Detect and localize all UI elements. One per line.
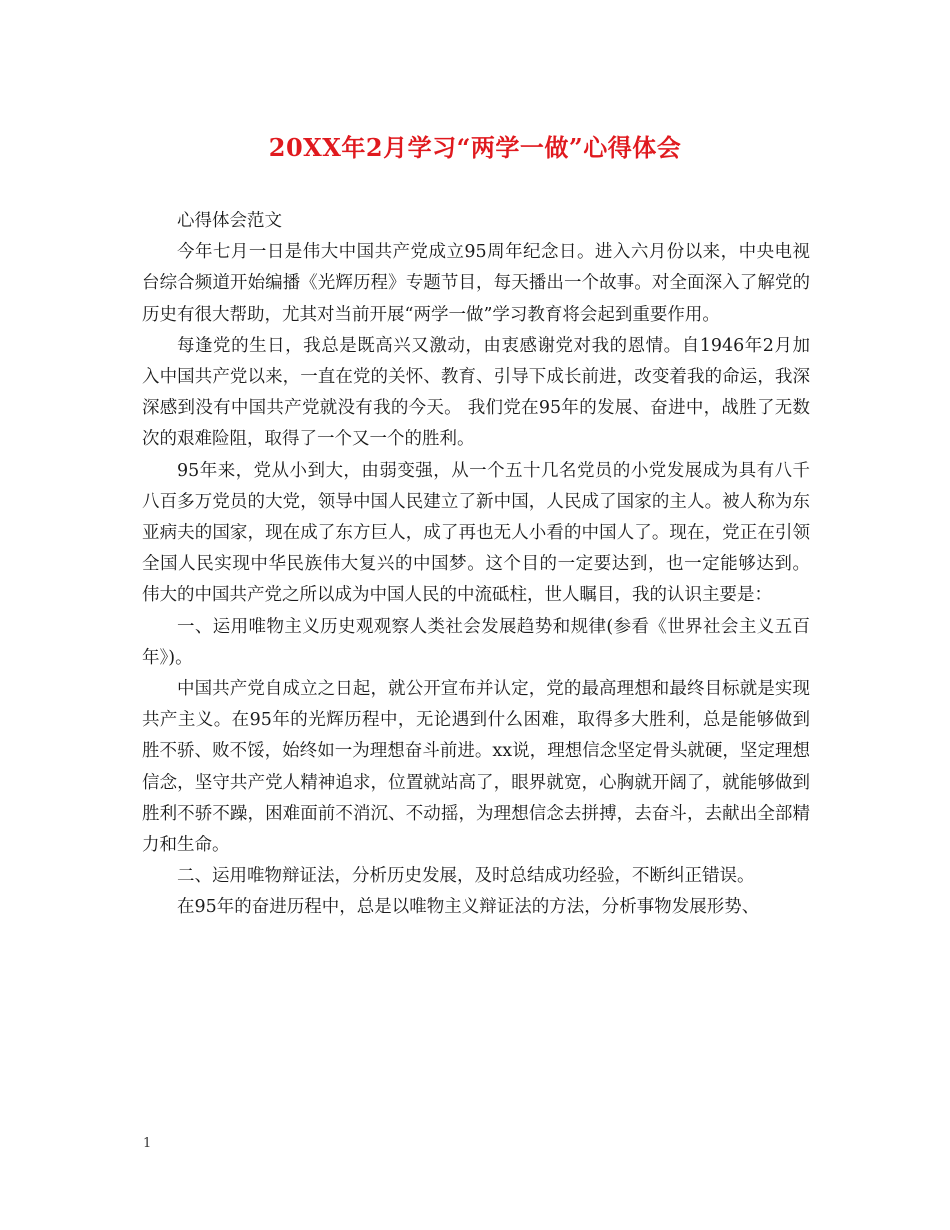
paragraph: 二、运用唯物辩证法，分析历史发展，及时总结成功经验，不断纠正错误。 <box>177 866 755 887</box>
document-title: 20XX年2月学习“两学一做”心得体会 <box>268 133 682 162</box>
page-number: 1 <box>143 1136 152 1151</box>
paragraph: 中国共产党自成立之日起，就公开宣布并认定，党的最高理想和最终目标就是实现共产主义。在95年的光辉历程中，无论遇到什么困难，取得多大胜利，总是能够做到胜不骄、败不馁，始终如一为理想奋斗前进。xx说，理想信念坚定骨头就硬，坚定理想信念，坚守共产党人精神追求，位置就站高了，眼界就宽，心胸就开阔了，就能够做到胜利不骄不躁，困难面前不消沉、不动摇，为理想信念去拼搏，去奋斗，去献出全部精力和生命。 <box>142 679 810 856</box>
paragraph: 95年来，党从小到大，由弱变强，从一个五十几名党员的小党发展成为具有八千八百多万党员的大党，领导中国人民建立了新中国，人民成了国家的主人。被人称为东亚病夫的国家，现在成了东方巨人，成了再也无人小看的中国人了。现在，党正在引领全国人民实现中华民族伟大复兴的中国梦。这个目的一定要达到，也一定能够达到。 伟大的中国共产党之所以成为中国人民的中流砥柱，世人瞩目，我的认识主要是： <box>142 460 810 606</box>
document-body <box>142 206 810 924</box>
paragraph: 每逢党的生日，我总是既高兴又激动，由衷感谢党对我的恩情。自1946年2月加入中国共产党以来，一直在党的关怀、教育、引导下成长前进，改变着我的命运，我深深感到没有中国共产党就没有我的今天。 我们党在95年的发展、奋进中，战胜了无数次的艰难险阻，取得了一个又一个的胜利。 <box>142 335 810 450</box>
paragraph: 在95年的奋进历程中，总是以唯物主义辩证法的方法，分析事物发展形势、 <box>177 897 760 918</box>
paragraph: 心得体会范文 <box>177 211 282 231</box>
paragraph: 今年七月一日是伟大中国共产党成立95周年纪念日。进入六月份以来，中央电视台综合频道开始编播《光辉历程》专题节目，每天播出一个故事。对全面深入了解党的历史有很大帮助，尤其对当前开展“两学一做”学习教育将会起到重要作用。 <box>142 242 810 325</box>
paragraph: 一、运用唯物主义历史观观察人类社会发展趋势和规律(参看《世界社会主义五百年》)。 <box>142 616 810 668</box>
